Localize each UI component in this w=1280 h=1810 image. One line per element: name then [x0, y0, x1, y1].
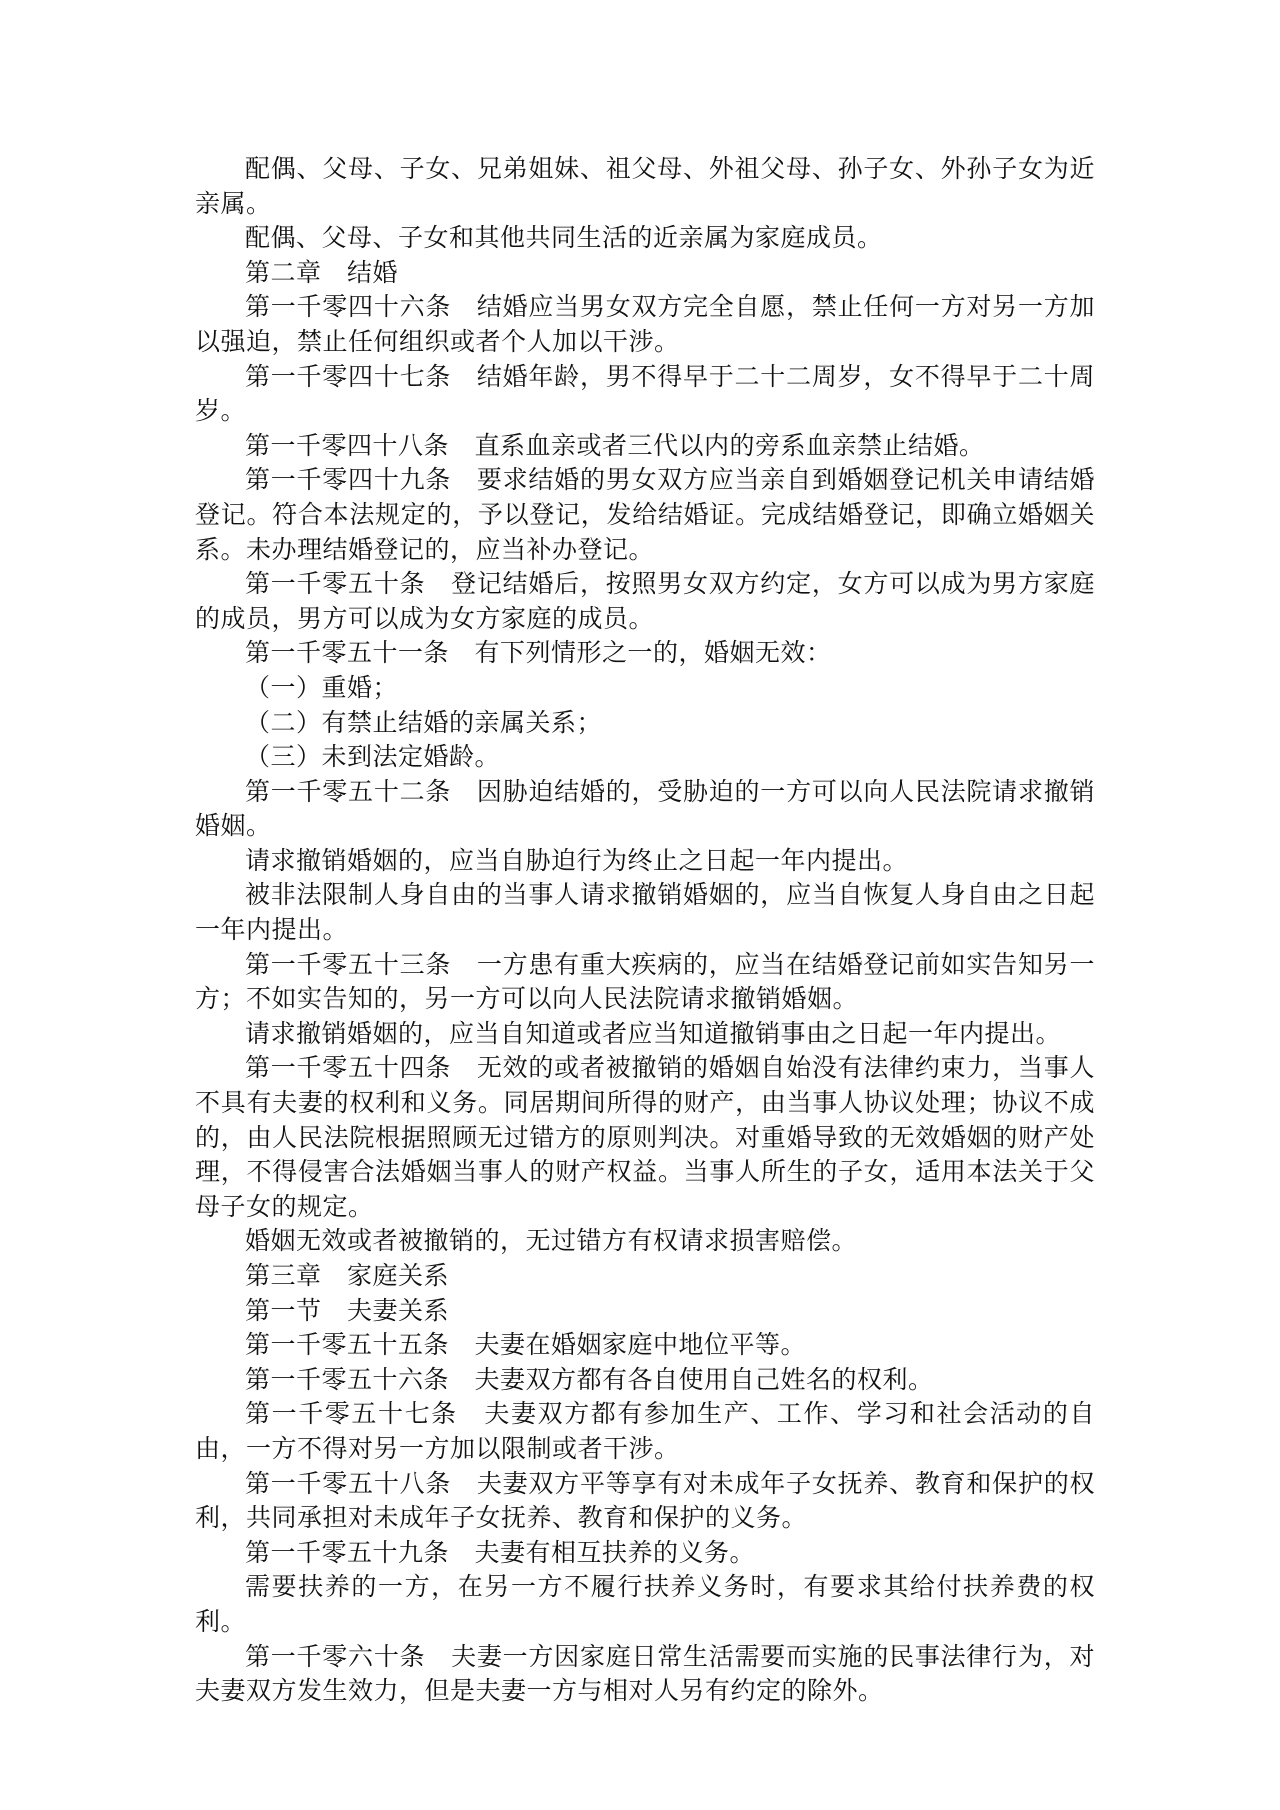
paragraph-text: 被非法限制人身自由的当事人请求撤销婚姻的，应当自恢复人身自由之日起一年内提出。: [195, 880, 1095, 945]
paragraph: [195, 1328, 1095, 1363]
paragraph-text: 夫妻双方平等享有对未成年子女抚养、教育和保护的权利，共同承担对未成年子女抚养、教育和保护的义务。: [195, 1468, 1095, 1533]
paragraph: [195, 1536, 1095, 1571]
paragraph-text: 夫妻在婚姻家庭中地位平等。: [474, 1330, 807, 1360]
list-item: [195, 706, 1095, 741]
paragraph-text: （一）重婚；: [245, 672, 399, 702]
paragraph-text: 配偶、父母、子女和其他共同生活的近亲属为家庭成员。: [245, 223, 883, 253]
paragraph: [195, 221, 1095, 256]
paragraph-text: 有下列情形之一的，婚姻无效：: [474, 638, 832, 668]
paragraph: [195, 878, 1095, 947]
paragraph-text: 请求撤销婚姻的，应当自知道或者应当知道撤销事由之日起一年内提出。: [245, 1018, 1062, 1048]
paragraph: [195, 360, 1095, 429]
paragraph-text: 夫妻双方都有各自使用自己姓名的权利。: [474, 1364, 934, 1394]
paragraph: [195, 636, 1095, 671]
paragraph: [195, 1397, 1095, 1466]
article-heading: 第一千零五十条: [245, 569, 452, 599]
article-heading: 第一千零四十七条: [245, 361, 477, 391]
paragraph-text: 结婚年龄，男不得早于二十二周岁，女不得早于二十周岁。: [195, 361, 1095, 426]
paragraph-text: 请求撤销婚姻的，应当自胁迫行为终止之日起一年内提出。: [245, 845, 909, 875]
paragraph: [195, 775, 1095, 844]
article-heading: 第一千零五十九条: [245, 1537, 475, 1567]
section-heading: [195, 1294, 1095, 1329]
article-heading: 第一千零五十六条: [245, 1364, 475, 1394]
paragraph-text: 需要扶养的一方，在另一方不履行扶养义务时，有要求其给付扶养费的权利。: [195, 1572, 1095, 1636]
list-item: [195, 671, 1095, 706]
paragraph: [195, 429, 1095, 464]
paragraph: [195, 463, 1095, 567]
article-heading: 第一千零五十三条: [245, 949, 477, 979]
paragraph: [195, 948, 1095, 1017]
paragraph: [195, 567, 1095, 636]
paragraph: [195, 844, 1095, 879]
article-heading: 第一千零六十条: [245, 1641, 452, 1671]
paragraph-text: 无效的或者被撤销的婚姻自始没有法律约束力，当事人不具有夫妻的权利和义务。同居期间所得的财产，由当事人协议处理；协议不成的，由人民法院根据照顾无过错方的原则判决。对重婚导致的无效婚姻的财产处理，不得侵害合法婚姻当事人的财产权益。当事人所生的子女，适用本法关于父母子女的规定。: [195, 1053, 1095, 1221]
article-heading: 第一千零四十六条: [245, 292, 477, 322]
chapter-heading: [195, 1259, 1095, 1294]
article-heading: 第一千零五十一条: [245, 638, 475, 668]
article-heading: 第一千零五十七条: [245, 1399, 485, 1429]
paragraph-text: （三）未到法定婚龄。: [245, 742, 501, 772]
paragraph-text: 配偶、父母、子女、兄弟姐妹、祖父母、外祖父母、孙子女、外孙子女为近亲属。: [195, 154, 1095, 218]
paragraph: [195, 152, 1095, 221]
paragraph: [195, 1051, 1095, 1224]
list-item: [195, 740, 1095, 775]
paragraph: [195, 1363, 1095, 1398]
article-heading: 第一节 夫妻关系: [245, 1295, 450, 1325]
paragraph: [195, 1640, 1095, 1709]
paragraph-text: 直系血亲或者三代以内的旁系血亲禁止结婚。: [474, 430, 985, 460]
chapter-heading: [195, 256, 1095, 291]
article-heading: 第二章 结婚: [245, 257, 399, 287]
article-heading: 第一千零四十八条: [245, 430, 475, 460]
paragraph-text: 婚姻无效或者被撤销的，无过错方有权请求损害赔偿。: [245, 1226, 858, 1256]
article-heading: 第一千零五十五条: [245, 1330, 475, 1360]
paragraph-text: 一方患有重大疾病的，应当在结婚登记前如实告知另一方；不如实告知的，另一方可以向人民法院请求撤销婚姻。: [195, 949, 1095, 1014]
paragraph-text: 夫妻一方因家庭日常生活需要而实施的民事法律行为，对夫妻双方发生效力，但是夫妻一方与相对人另有约定的除外。: [195, 1641, 1095, 1706]
paragraph: [195, 290, 1095, 359]
article-heading: 第一千零五十二条: [245, 776, 477, 806]
paragraph: [195, 1467, 1095, 1536]
article-heading: 第一千零五十四条: [245, 1053, 477, 1083]
document-body: [195, 152, 1095, 1709]
paragraph-text: 登记结婚后，按照男女双方约定，女方可以成为男方家庭的成员，男方可以成为女方家庭的成员。: [195, 569, 1095, 633]
paragraph-text: 因胁迫结婚的，受胁迫的一方可以向人民法院请求撤销婚姻。: [195, 776, 1095, 841]
article-heading: 第三章 家庭关系: [245, 1261, 450, 1290]
paragraph-text: 夫妻有相互扶养的义务。: [474, 1537, 756, 1567]
paragraph-text: 夫妻双方都有参加生产、工作、学习和社会活动的自由，一方不得对另一方加以限制或者干涉。: [195, 1399, 1095, 1463]
article-heading: 第一千零五十八条: [245, 1468, 477, 1498]
paragraph-text: （二）有禁止结婚的亲属关系；: [245, 707, 603, 737]
paragraph-text: 结婚应当男女双方完全自愿，禁止任何一方对另一方加以强迫，禁止任何组织或者个人加以干涉。: [195, 292, 1095, 356]
paragraph-text: 要求结婚的男女双方应当亲自到婚姻登记机关申请结婚登记。符合本法规定的，予以登记，发给结婚证。完成结婚登记，即确立婚姻关系。未办理结婚登记的，应当补办登记。: [195, 465, 1095, 564]
paragraph: [195, 1224, 1095, 1259]
paragraph: [195, 1017, 1095, 1052]
paragraph: [195, 1570, 1095, 1639]
article-heading: 第一千零四十九条: [245, 465, 477, 495]
